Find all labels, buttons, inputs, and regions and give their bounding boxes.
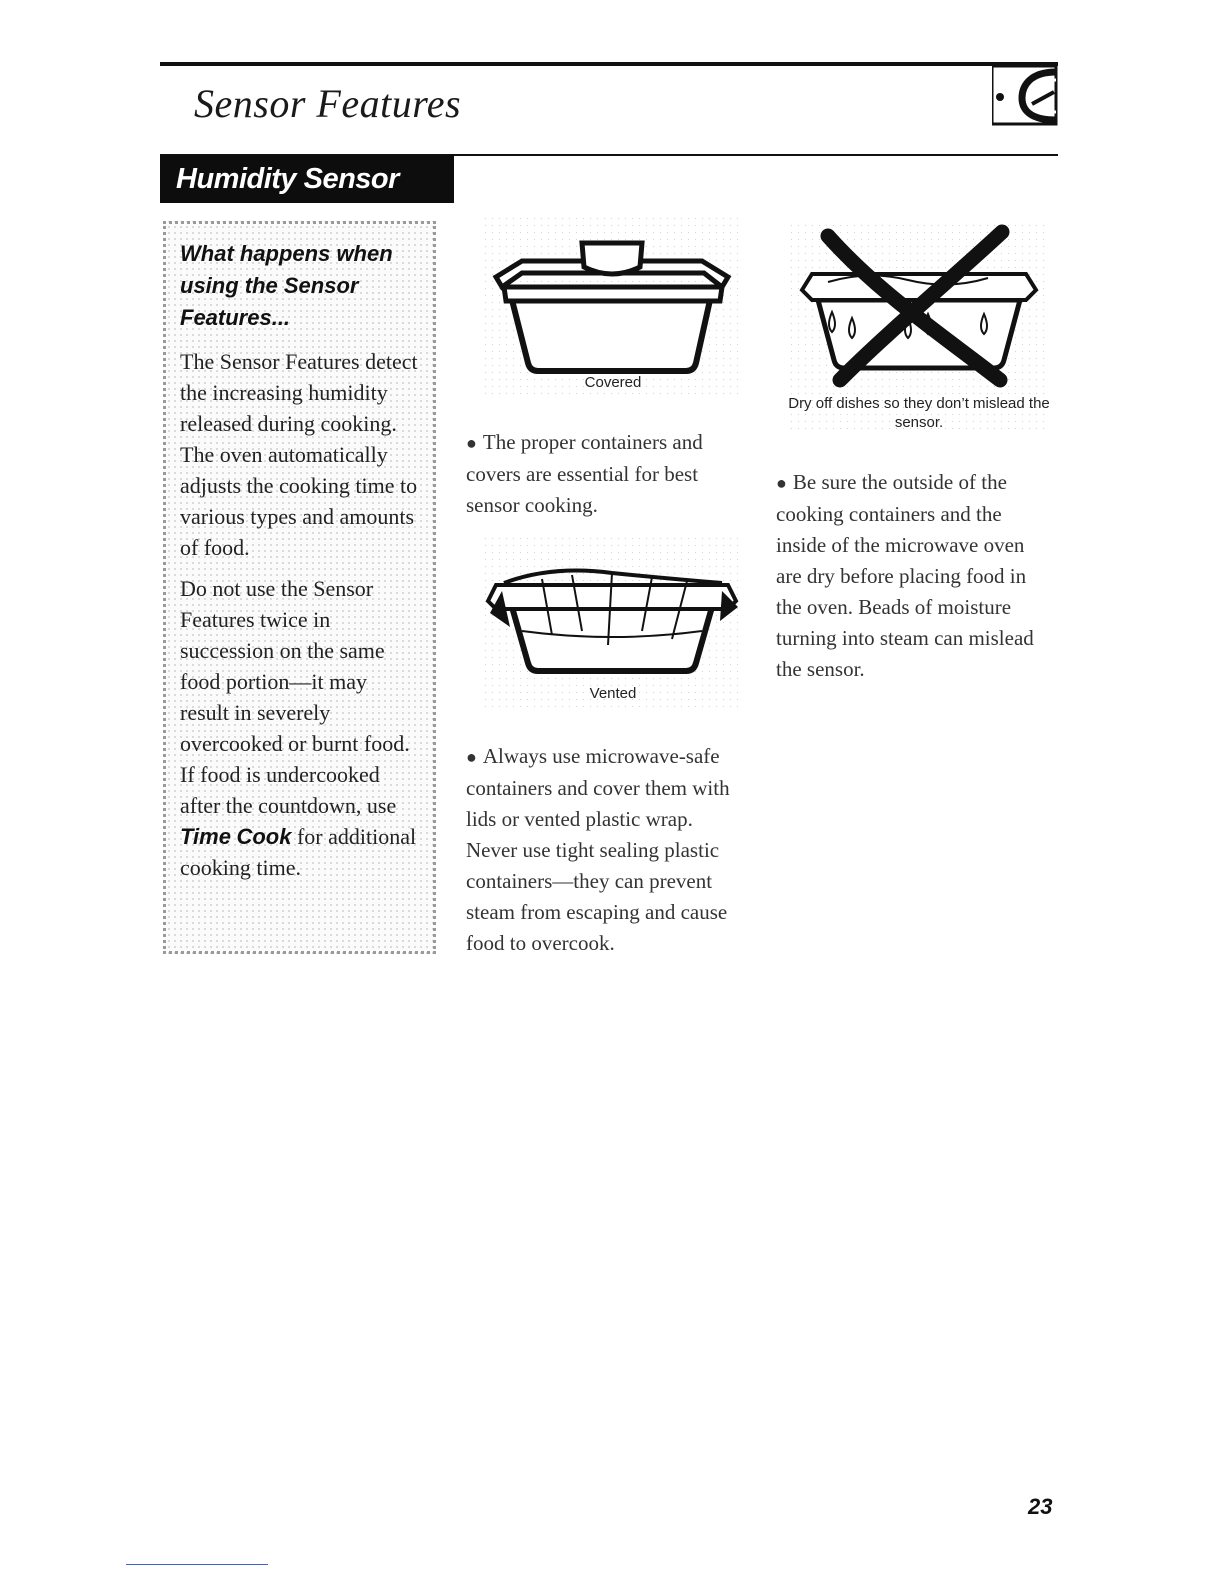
header-top-rule [160,62,1058,66]
vented-dish-icon [482,535,744,707]
sidebar-paragraph-2-end: for additional cooking time. [180,824,417,880]
bullet-cover-text: Always use microwave-safe containers and cover them with lids or vented plastic wrap. Never use tight sealing plastic containers—they can prevent steam from escaping and cause food to overcook. [466,744,730,955]
covered-dish-figure [482,215,744,397]
cook-key-label: Cook [236,824,292,849]
bullet-dot-icon: ● [466,433,477,453]
sidebar-paragraph-2 [180,573,419,883]
bullet-containers [466,427,744,521]
time-key-label: Time [180,824,231,849]
covered-caption: Covered [584,374,642,391]
sidebar-paragraph-1: The Sensor Features detect the increasing humidity released during cooking. The oven automatically adjusts the cooking time to various types and amounts of food. [180,349,418,560]
bullet-cover [466,741,744,959]
section-heading: Humidity Sensor [160,155,454,203]
info-sidebar [163,221,436,954]
sidebar-heading: What happens when using the Sensor Features... [180,241,393,330]
bullet-dry-text: Be sure the outside of the cooking containers and the inside of the microwave oven are dry before placing food in the oven. Beads of moisture turning into steam can mislead the sensor. [776,470,1034,681]
wet-dish-caption: Dry off dishes so they don’t mislead the sensor. [788,395,1050,431]
bullet-dot-icon: ● [776,473,787,493]
bullet-dry [776,467,1046,685]
footer-link-line [126,1564,268,1565]
microwave-section-tab-icon [992,64,1058,126]
page-number: 23 [1028,1494,1053,1519]
vented-caption: Vented [589,685,637,702]
wet-dish-crossed-icon [788,222,1050,392]
wet-dish-figure [788,222,1050,434]
covered-dish-icon [482,215,744,397]
sidebar-paragraph-2-text: Do not use the Sensor Features twice in succession on the same food portion—it may result in severely overcooked or burnt food. If food is undercooked after the countdown, use [180,576,410,818]
bullet-dot-icon: ● [466,747,477,767]
vented-dish-figure [482,535,744,707]
page-title: Sensor Features [194,81,462,126]
bullet-containers-text: The proper containers and covers are essential for best sensor cooking. [466,430,703,517]
